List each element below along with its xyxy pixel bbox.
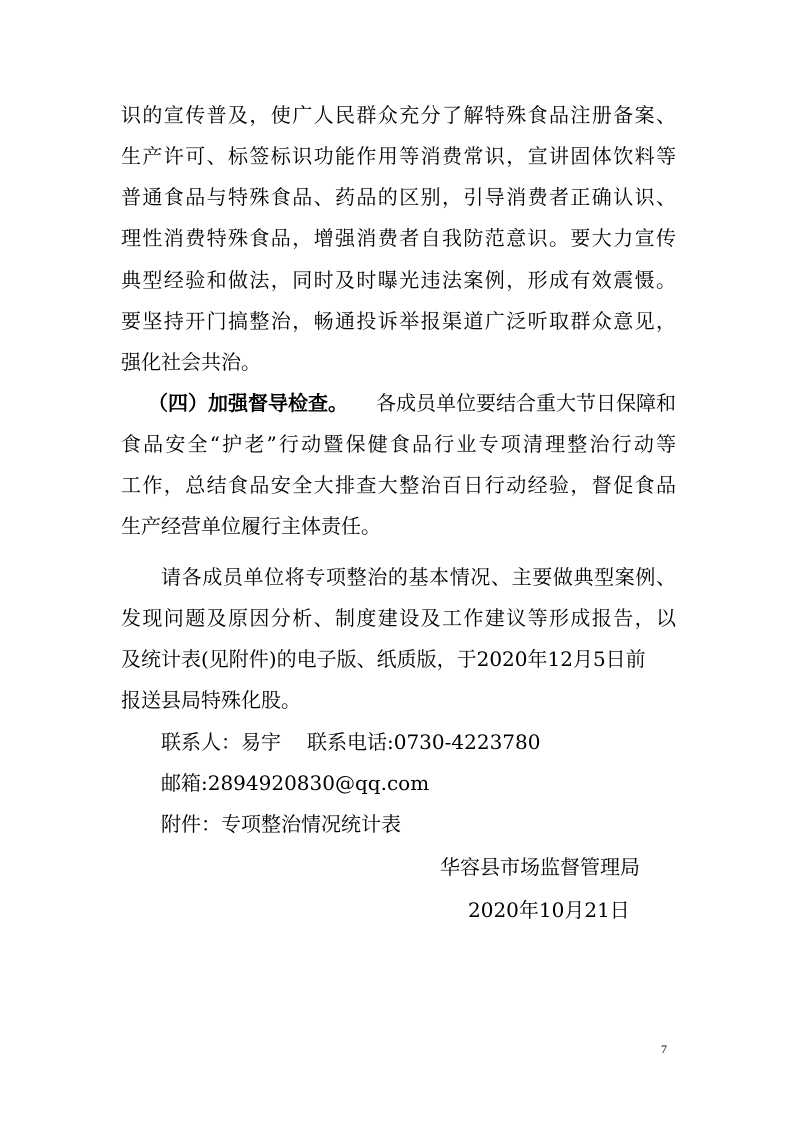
contact-email: 邮箱:2894920830@qq.com	[161, 771, 430, 795]
paragraph-3-line-4: 报送县局特殊化股。	[121, 688, 301, 712]
paragraph-2-line-4: 生产经营单位履行主体责任。	[121, 514, 381, 538]
attachment-note: 附件：专项整治情况统计表	[161, 812, 401, 836]
signature-date: 2020年10月21日	[468, 898, 630, 922]
paragraph-1-line-7: 强化社会共治。	[121, 350, 261, 374]
page-number: 7	[661, 1042, 667, 1056]
paragraph-2-line-1-rest: 各成员单位要结合重大节日保障和	[376, 391, 676, 415]
paragraph-2-line-3: 工作，总结食品安全大排查大整治百日行动经验，督促食品	[121, 473, 676, 497]
paragraph-1-line-4: 理性消费特殊食品，增强消费者自我防范意识。要大力宣传	[121, 226, 676, 250]
paragraph-1-line-2: 生产许可、标签标识功能作用等消费常识，宣讲固体饮料等	[121, 144, 676, 168]
paragraph-1-line-3: 普通食品与特殊食品、药品的区别，引导消费者正确认识、	[121, 185, 676, 209]
paragraph-3-line-1: 请各成员单位将专项整治的基本情况、主要做典型案例、	[161, 565, 676, 589]
contact-line	[161, 730, 540, 754]
paragraph-1-line-5: 典型经验和做法，同时及时曝光违法案例，形成有效震慑。	[121, 268, 676, 292]
paragraph-3-line-3: 及统计表(见附件)的电子版、纸质版，于2020年12月5日前	[121, 647, 646, 671]
contact-phone: 联系电话:0730-4223780	[307, 730, 541, 754]
signature-organization: 华容县市场监督管理局	[440, 855, 640, 879]
paragraph-2-line-2: 食品安全“护老”行动暨保健食品行业专项清理整治行动等	[121, 432, 676, 456]
paragraph-1-line-6: 要坚持开门搞整治，畅通投诉举报渠道广泛听取群众意见，	[121, 309, 676, 333]
paragraph-1-line-1: 识的宣传普及，使广人民群众充分了解特殊食品注册备案、	[121, 103, 676, 127]
contact-person: 联系人：易宇	[161, 730, 281, 754]
paragraph-3-line-2: 发现问题及原因分析、制度建设及工作建议等形成报告，以	[121, 606, 676, 630]
section-heading: （四）加强督导检查。	[148, 391, 348, 415]
paragraph-2-line-1	[148, 391, 676, 415]
